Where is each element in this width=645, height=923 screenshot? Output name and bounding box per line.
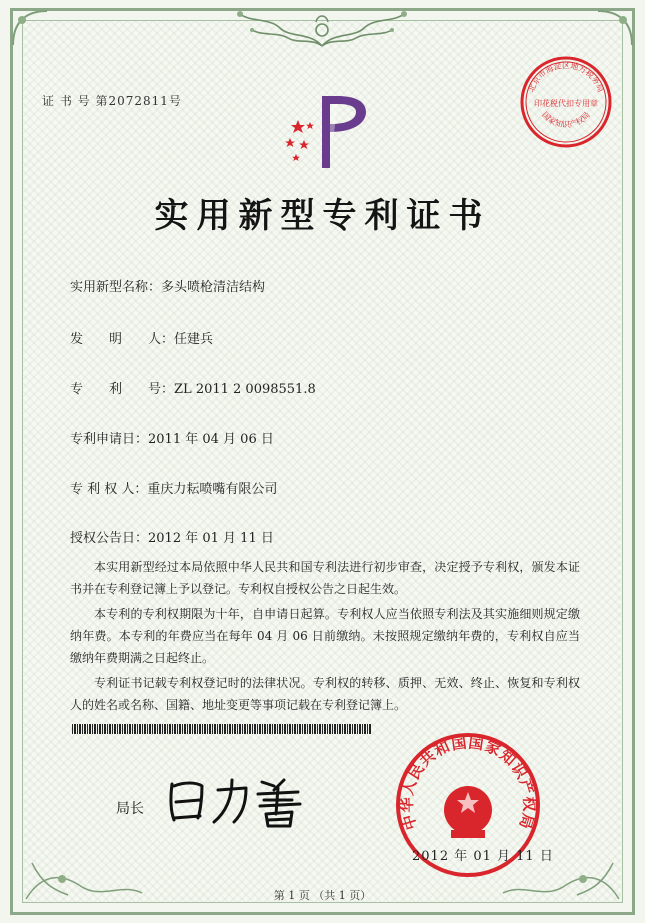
field-label: 实用新型名称： (70, 280, 162, 295)
application-date-row (70, 428, 274, 447)
svg-text:国家知识产权局 (540, 110, 592, 129)
page-number: 第 1 页 （共 1 页） (273, 889, 372, 902)
svg-text:北京市海淀区地方税务局 (526, 60, 606, 93)
certificate-body (70, 556, 580, 719)
top-ornament (200, 8, 445, 52)
barcode (72, 724, 372, 734)
corner-ornament-tl (10, 8, 50, 48)
utility-model-name-row (70, 276, 265, 295)
certificate-number: 证 书 号 第2072811号 (42, 94, 182, 108)
certificate-title: 实用新型专利证书 (154, 196, 491, 236)
director-signature (162, 770, 322, 830)
corner-ornament-tr (595, 8, 635, 48)
tax-stamp-bottom: 国家知识产权局 (540, 110, 592, 130)
patent-office-logo (282, 92, 372, 172)
field-value: 2012 年 01 月 11 日 (148, 531, 274, 546)
field-value: 2011 年 04 月 06 日 (148, 432, 274, 447)
field-label: 专 利 号： (70, 382, 175, 397)
field-value: 重庆力耘喷嘴有限公司 (147, 482, 278, 497)
body-paragraph: 专利证书记载专利权登记时的法律状况。专利权的转移、质押、无效、终止、恢复和专利权人的姓名或名称、国籍、地址变更等事项记载在专利登记簿上。 (70, 676, 580, 712)
patentee-row (70, 478, 277, 497)
body-paragraph: 本实用新型经过本局依照中华人民共和国专利法进行初步审查，决定授予专利权，颁发本证书并在专利登记簿上予以登记。专利权自授权公告之日起生效。 (70, 560, 580, 596)
patent-number-row (70, 378, 316, 397)
director-title: 局长 (116, 801, 144, 817)
tax-stamp-ring: 北京市海淀区地方税务局 (526, 60, 606, 94)
grant-date: 2012 年 01 月 11 日 (412, 849, 554, 864)
grant-announcement-row (70, 527, 274, 546)
office-seal-ring: 中华人民共和国国家知识产权局 (397, 733, 539, 832)
inventor-row (70, 328, 213, 347)
tax-stamp (518, 54, 614, 150)
body-paragraph: 本专利的专利权期限为十年，自申请日起算。专利权人应当依照专利法及其实施细则规定缴纳年费。本专利的年费应当在每年 04 月 06 日前缴纳。未按照规定缴纳年费的，专利权自应当缴纳年费期满之日起终止。 (70, 607, 580, 665)
field-label: 发 明 人： (70, 332, 175, 347)
field-label: 授权公告日： (70, 531, 149, 546)
field-value: 多头喷枪清洁结构 (161, 280, 266, 295)
field-value: ZL 2011 2 0098551.8 (174, 382, 316, 397)
tax-stamp-center: 印花税代扣专用章 (534, 99, 598, 108)
field-label: 专 利 权 人： (70, 482, 148, 497)
field-label: 专利申请日： (70, 432, 149, 447)
field-value: 任建兵 (174, 332, 214, 347)
